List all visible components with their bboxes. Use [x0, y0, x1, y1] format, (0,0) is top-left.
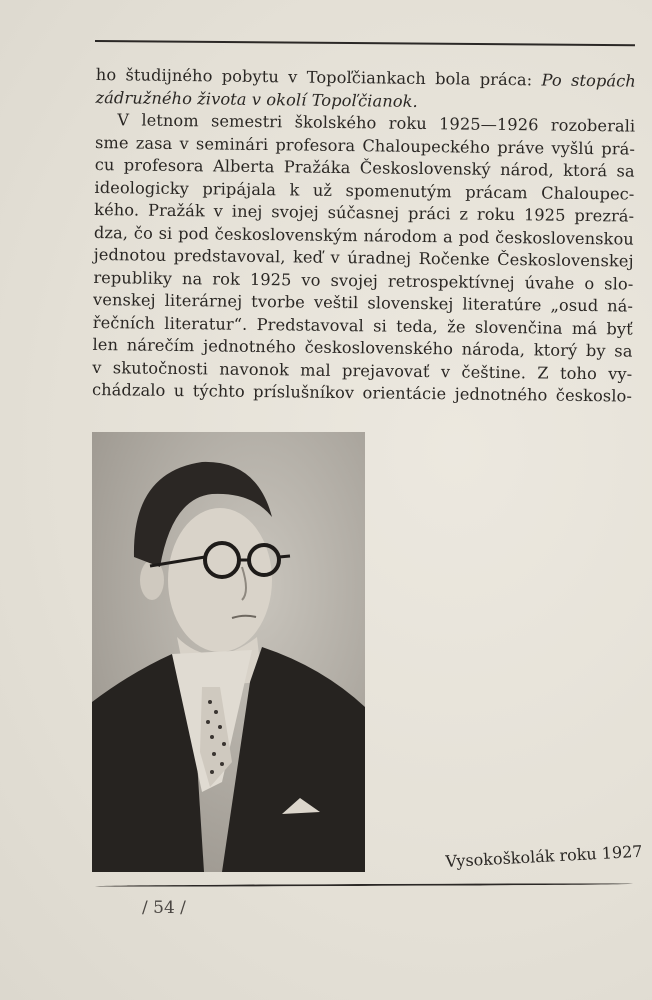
text-line: cu profesora Alberta Pražáka Československý národ, ktorá sa	[94, 154, 635, 181]
page-number: / 54 /	[142, 898, 186, 918]
photo-caption: Vysokoškolák roku 1927	[445, 841, 643, 871]
text-line: republiky na rok 1925 vo svojej retrospektívnej úvahe o slo-	[93, 267, 634, 294]
text-line: zádružného života v okolí Topoľčianok.	[95, 87, 418, 111]
portrait-photo	[92, 432, 365, 872]
text-line: ideologicky pripájala k už spomenutým prácam Chaloupec-	[94, 177, 635, 204]
text-line: chádzalo u týchto príslušníkov orientácie jednotného českoslo-	[91, 379, 633, 406]
paragraph-start-line: V letnom semestri školského roku 1925—1926 rozoberali	[117, 110, 636, 136]
text-line: řečních literatur“. Predstavoval si teda, že slovenčina má byť	[92, 312, 633, 339]
text-line: venskej literárnej tvorbe veštil slovenskej literatúre „osud ná-	[93, 289, 634, 316]
text-line: len nárečím jednotného československého národa, ktorý by sa	[92, 334, 633, 361]
text-line: jednotou predstavoval, keď v úradnej Ročenke Československej	[93, 244, 634, 271]
text-line: sme zasa v seminári profesora Chaloupeckého práve vyšlú prá-	[94, 132, 636, 159]
text-line: dza, čo si pod československým národom a pod československou	[93, 222, 635, 249]
body-text	[92, 64, 636, 408]
footer-rule	[95, 883, 633, 887]
text-line: ho študijného pobytu v Topoľčiankach bola práca: Po stopách	[95, 64, 636, 91]
header-rule	[95, 40, 635, 46]
text-line: v skutočnosti navonok mal prejavovať v češtine. Z toho vy-	[92, 357, 633, 384]
portrait-illustration	[92, 432, 365, 872]
text-line: kého. Pražák v inej svojej súčasnej práci z roku 1925 prezrá-	[94, 199, 635, 226]
